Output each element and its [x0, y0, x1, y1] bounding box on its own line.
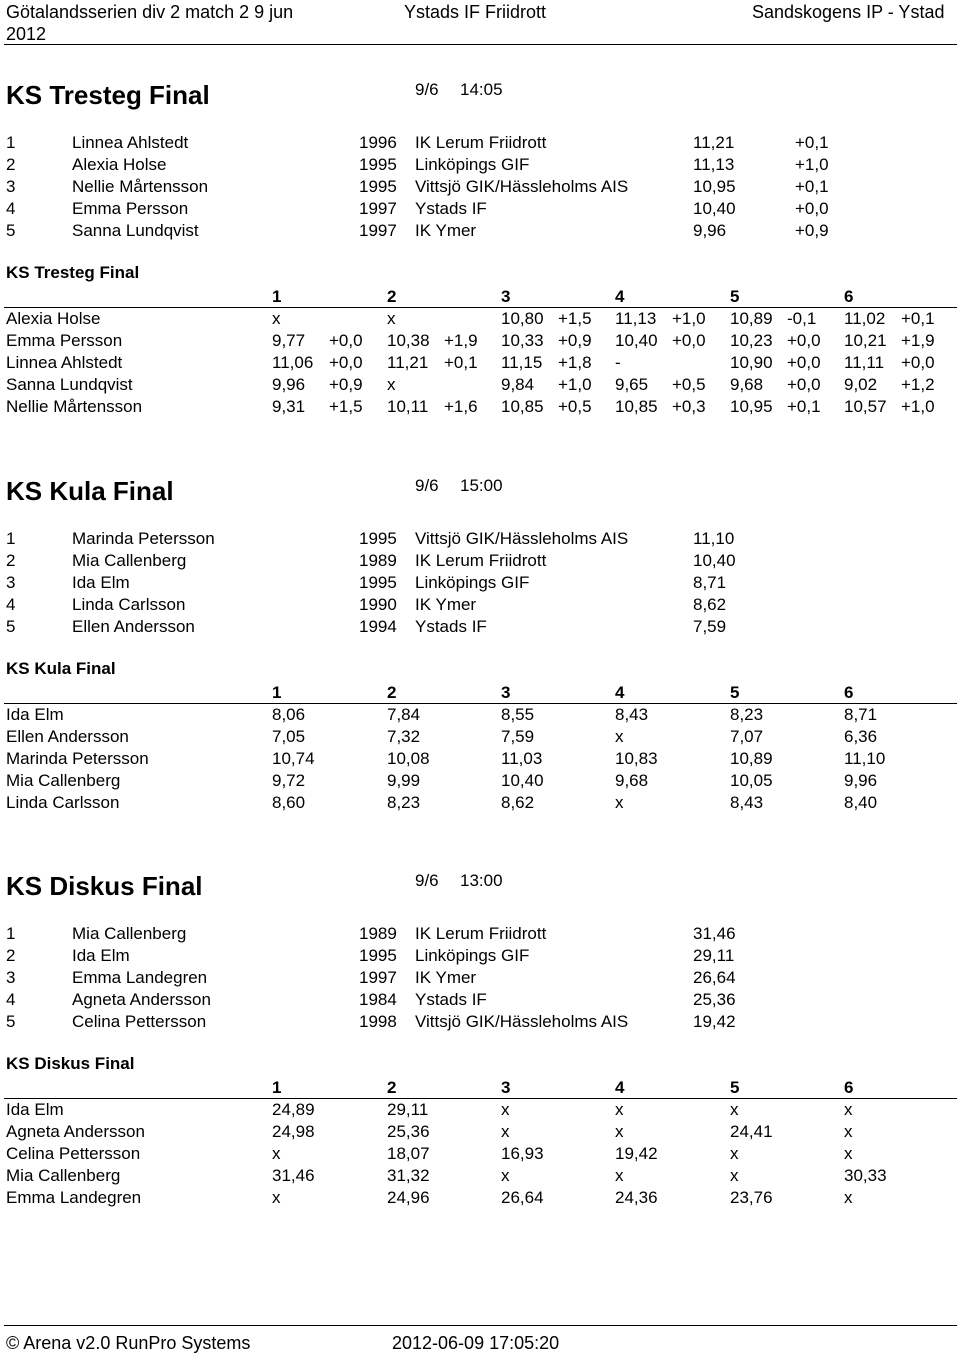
result-year: 1998: [359, 1012, 397, 1031]
result-year: 1995: [359, 177, 397, 196]
attempt-mark: 7,59: [501, 727, 535, 746]
result-place: 4: [6, 199, 16, 218]
result-year: 1997: [359, 221, 397, 240]
result-club: Ystads IF: [415, 199, 487, 218]
attempt-mark: 26,64: [501, 1188, 544, 1207]
attempt-mark: x: [844, 1100, 853, 1119]
attempt-header-row: [0, 1077, 960, 1099]
result-club: IK Lerum Friidrott: [415, 551, 547, 570]
athlete-name: Ellen Andersson: [6, 727, 129, 746]
attempt-mark: 31,32: [387, 1166, 430, 1185]
attempt-wind: +0,5: [672, 375, 706, 394]
attempt-mark: x: [844, 1144, 853, 1163]
result-place: 3: [6, 968, 16, 987]
attempt-wind: +1,9: [444, 331, 478, 350]
attempt-mark: 10,33: [501, 331, 544, 350]
attempt-mark: 7,32: [387, 727, 421, 746]
attempt-wind: +0,1: [901, 309, 935, 328]
attempt-mark: 24,96: [387, 1188, 430, 1207]
attempt-mark: 8,43: [615, 705, 649, 724]
attempt-mark: 8,06: [272, 705, 306, 724]
attempt-mark: 11,10: [844, 749, 886, 768]
attempt-mark: 23,76: [730, 1188, 773, 1207]
attempt-mark: x: [615, 1122, 624, 1141]
attempt-wind: +1,2: [901, 375, 935, 394]
attempt-wind: +0,9: [558, 331, 592, 350]
result-name: Marinda Petersson: [72, 529, 215, 548]
print-timestamp: 2012-06-09 17:05:20: [392, 1333, 560, 1353]
result-row: [0, 594, 960, 616]
result-mark: 8,62: [693, 595, 727, 614]
result-year: 1996: [359, 133, 397, 152]
result-mark: 7,59: [693, 617, 727, 636]
athlete-name: Emma Landegren: [6, 1188, 142, 1207]
attempt-wind: -0,1: [787, 309, 817, 328]
attempt-mark: 9,72: [272, 771, 306, 790]
attempt-mark: x: [501, 1166, 510, 1185]
result-club: Linköpings GIF: [415, 946, 530, 965]
attempt-mark: x: [615, 1100, 624, 1119]
attempt-mark: 19,42: [615, 1144, 658, 1163]
result-club: IK Ymer: [415, 968, 477, 987]
result-wind: +0,1: [795, 133, 829, 152]
footer-rule: [4, 1325, 957, 1326]
attempt-mark: 8,55: [501, 705, 535, 724]
attempt-mark: 24,89: [272, 1100, 315, 1119]
attempt-mark: 10,08: [387, 749, 430, 768]
attempt-mark: 24,98: [272, 1122, 315, 1141]
series-row: [0, 1187, 960, 1209]
result-row: [0, 923, 960, 945]
result-row: [0, 132, 960, 154]
attempt-wind: +1,8: [558, 353, 592, 372]
attempt-wind: +1,5: [329, 397, 363, 416]
attempt-mark: x: [615, 793, 624, 812]
series-heading: KS Kula Final: [6, 659, 116, 678]
attempt-wind: +0,3: [672, 397, 706, 416]
attempt-mark: 9,31: [272, 397, 306, 416]
series-row: [0, 330, 960, 352]
result-place: 4: [6, 990, 16, 1009]
athlete-name: Marinda Petersson: [6, 749, 149, 768]
result-place: 5: [6, 617, 16, 636]
result-name: Linda Carlsson: [72, 595, 186, 614]
attempt-mark: 10,89: [730, 749, 773, 768]
event-date: 9/6: [415, 871, 439, 890]
series-row: [0, 704, 960, 726]
attempt-wind: +0,0: [787, 331, 821, 350]
attempt-mark: 24,36: [615, 1188, 658, 1207]
attempt-mark: x: [615, 727, 624, 746]
attempt-wind: +0,0: [787, 375, 821, 394]
attempt-mark: x: [730, 1144, 739, 1163]
athlete-name: Celina Pettersson: [6, 1144, 141, 1163]
attempt-wind: +1,9: [901, 331, 935, 350]
result-wind: +0,0: [795, 199, 829, 218]
attempt-mark: 9,02: [844, 375, 878, 394]
athlete-name: Alexia Holse: [6, 309, 101, 328]
series-row: [0, 748, 960, 770]
result-club: Vittsjö GIK/Hässleholms AIS: [415, 529, 629, 548]
attempt-mark: x: [272, 1188, 281, 1207]
result-wind: +0,1: [795, 177, 829, 196]
attempt-mark: 11,11: [844, 353, 885, 372]
result-row: [0, 945, 960, 967]
event-year: 2012: [6, 24, 47, 44]
attempt-wind: +0,0: [329, 331, 363, 350]
attempt-wind: +1,0: [672, 309, 706, 328]
result-name: Sanna Lundqvist: [72, 221, 199, 240]
result-club: IK Lerum Friidrott: [415, 924, 547, 943]
attempt-number: 1: [272, 683, 282, 702]
attempt-mark: x: [730, 1166, 739, 1185]
result-mark: 9,96: [693, 221, 727, 240]
result-club: Vittsjö GIK/Hässleholms AIS: [415, 177, 629, 196]
attempt-mark: x: [272, 1144, 281, 1163]
result-wind: +1,0: [795, 155, 829, 174]
result-club: Ystads IF: [415, 617, 487, 636]
result-name: Nellie Mårtensson: [72, 177, 209, 196]
attempt-number: 6: [844, 287, 854, 306]
attempt-mark: 8,23: [387, 793, 421, 812]
attempt-mark: x: [501, 1122, 510, 1141]
attempt-wind: +0,0: [329, 353, 363, 372]
result-year: 1997: [359, 968, 397, 987]
athlete-name: Agneta Andersson: [6, 1122, 145, 1141]
event-heading: KS Tresteg Final: [6, 80, 210, 110]
result-club: Ystads IF: [415, 990, 487, 1009]
attempt-mark: 7,07: [730, 727, 764, 746]
event-date: 9/6: [415, 80, 439, 99]
result-place: 3: [6, 177, 16, 196]
result-year: 1994: [359, 617, 397, 636]
result-year: 1995: [359, 946, 397, 965]
attempt-mark: 10,23: [730, 331, 773, 350]
series-heading: KS Diskus Final: [6, 1054, 135, 1073]
venue: Sandskogens IP - Ystad: [752, 2, 945, 22]
attempt-mark: 10,85: [615, 397, 658, 416]
attempt-mark: 18,07: [387, 1144, 430, 1163]
result-row: [0, 528, 960, 550]
attempt-wind: +0,0: [787, 353, 821, 372]
series-row: [0, 1165, 960, 1187]
attempt-mark: 25,36: [387, 1122, 430, 1141]
result-club: IK Lerum Friidrott: [415, 133, 547, 152]
result-row: [0, 550, 960, 572]
result-name: Agneta Andersson: [72, 990, 211, 1009]
attempt-mark: 31,46: [272, 1166, 315, 1185]
event-heading: KS Kula Final: [6, 476, 174, 506]
attempt-mark: x: [501, 1100, 510, 1119]
result-mark: 10,95: [693, 177, 736, 196]
result-row: [0, 989, 960, 1011]
athlete-name: Sanna Lundqvist: [6, 375, 133, 394]
attempt-number: 4: [615, 287, 625, 306]
attempt-mark: 11,03: [501, 749, 543, 768]
attempt-mark: x: [844, 1188, 853, 1207]
attempt-mark: x: [730, 1100, 739, 1119]
result-row: [0, 220, 960, 242]
result-name: Ida Elm: [72, 946, 130, 965]
event-heading: KS Diskus Final: [6, 871, 203, 901]
athlete-name: Linda Carlsson: [6, 793, 120, 812]
event-time: 14:05: [460, 80, 503, 99]
attempt-number: 5: [730, 287, 740, 306]
attempt-number: 3: [501, 287, 511, 306]
athlete-name: Linnea Ahlstedt: [6, 353, 123, 372]
event-time: 15:00: [460, 476, 503, 495]
result-mark: 11,21: [693, 133, 735, 152]
series-row: [0, 396, 960, 418]
attempt-mark: 11,15: [501, 353, 543, 372]
result-year: 1989: [359, 924, 397, 943]
attempt-wind: +1,6: [444, 397, 478, 416]
series-row: [0, 792, 960, 814]
attempt-mark: 10,95: [730, 397, 773, 416]
series-row: [0, 770, 960, 792]
result-name: Mia Callenberg: [72, 551, 187, 570]
result-mark: 29,11: [693, 946, 735, 965]
result-row: [0, 572, 960, 594]
result-place: 2: [6, 155, 16, 174]
result-place: 1: [6, 133, 16, 152]
attempt-number: 2: [387, 287, 397, 306]
attempt-number: 5: [730, 1078, 740, 1097]
attempt-mark: x: [272, 309, 281, 328]
header-rule: [4, 44, 957, 45]
attempt-mark: 8,23: [730, 705, 764, 724]
result-name: Emma Landegren: [72, 968, 208, 987]
result-year: 1989: [359, 551, 397, 570]
attempt-number: 2: [387, 683, 397, 702]
attempt-mark: 10,80: [501, 309, 544, 328]
attempt-mark: 10,40: [501, 771, 544, 790]
attempt-mark: 29,11: [387, 1100, 429, 1119]
attempt-mark: 6,36: [844, 727, 878, 746]
result-mark: 11,13: [693, 155, 735, 174]
result-name: Ida Elm: [72, 573, 130, 592]
result-place: 2: [6, 946, 16, 965]
attempt-mark: 9,68: [730, 375, 764, 394]
attempt-mark: 11,02: [844, 309, 886, 328]
result-name: Ellen Andersson: [72, 617, 195, 636]
athlete-name: Nellie Mårtensson: [6, 397, 143, 416]
attempt-mark: 10,05: [730, 771, 773, 790]
attempt-mark: 9,84: [501, 375, 535, 394]
attempt-wind: +1,5: [558, 309, 592, 328]
result-mark: 10,40: [693, 199, 736, 218]
result-year: 1984: [359, 990, 397, 1009]
result-place: 5: [6, 1012, 16, 1031]
attempt-wind: +0,9: [329, 375, 363, 394]
attempt-mark: 9,65: [615, 375, 649, 394]
athlete-name: Emma Persson: [6, 331, 123, 350]
event-title: Götalandsserien div 2 match 2 9 jun: [6, 2, 294, 22]
attempt-mark: 9,96: [844, 771, 878, 790]
series-heading: KS Tresteg Final: [6, 263, 140, 282]
attempt-wind: +0,1: [787, 397, 821, 416]
result-mark: 26,64: [693, 968, 736, 987]
attempt-wind: +1,0: [901, 397, 935, 416]
attempt-number: 3: [501, 1078, 511, 1097]
attempt-mark: 8,40: [844, 793, 878, 812]
attempt-mark: 10,90: [730, 353, 773, 372]
attempt-wind: +0,0: [901, 353, 935, 372]
attempt-wind: +0,5: [558, 397, 592, 416]
athlete-name: Mia Callenberg: [6, 771, 121, 790]
series-row: [0, 352, 960, 374]
attempt-mark: 9,96: [272, 375, 306, 394]
attempt-mark: -: [615, 353, 621, 372]
attempt-mark: 10,89: [730, 309, 773, 328]
result-name: Alexia Holse: [72, 155, 167, 174]
attempt-mark: 11,21: [387, 353, 429, 372]
attempt-mark: x: [844, 1122, 853, 1141]
attempt-mark: 11,13: [615, 309, 657, 328]
attempt-mark: x: [387, 309, 396, 328]
result-name: Emma Persson: [72, 199, 189, 218]
result-club: IK Ymer: [415, 221, 477, 240]
attempt-number: 2: [387, 1078, 397, 1097]
attempt-mark: 10,57: [844, 397, 887, 416]
attempt-wind: +0,1: [444, 353, 478, 372]
result-place: 2: [6, 551, 16, 570]
attempt-mark: 10,38: [387, 331, 430, 350]
attempt-number: 1: [272, 287, 282, 306]
result-mark: 25,36: [693, 990, 736, 1009]
result-mark: 8,71: [693, 573, 727, 592]
result-name: Mia Callenberg: [72, 924, 187, 943]
attempt-mark: 10,85: [501, 397, 544, 416]
result-row: [0, 967, 960, 989]
result-place: 5: [6, 221, 16, 240]
attempt-mark: 24,41: [730, 1122, 773, 1141]
result-year: 1997: [359, 199, 397, 218]
attempt-mark: 8,60: [272, 793, 306, 812]
series-row: [0, 308, 960, 330]
series-row: [0, 374, 960, 396]
result-place: 1: [6, 924, 16, 943]
result-year: 1990: [359, 595, 397, 614]
attempt-header-row: [0, 682, 960, 704]
attempt-wind: +0,0: [672, 331, 706, 350]
series-row: [0, 1121, 960, 1143]
result-row: [0, 1011, 960, 1033]
series-row: [0, 726, 960, 748]
series-row: [0, 1143, 960, 1165]
attempt-mark: x: [615, 1166, 624, 1185]
result-club: Linköpings GIF: [415, 573, 530, 592]
attempt-header-row: [0, 286, 960, 308]
attempt-mark: 10,40: [615, 331, 658, 350]
result-mark: 19,42: [693, 1012, 736, 1031]
result-name: Celina Pettersson: [72, 1012, 207, 1031]
attempt-mark: 10,21: [844, 331, 887, 350]
attempt-number: 4: [615, 683, 625, 702]
result-place: 4: [6, 595, 16, 614]
result-club: IK Ymer: [415, 595, 477, 614]
attempt-number: 4: [615, 1078, 625, 1097]
series-row: [0, 1099, 960, 1121]
attempt-mark: 16,93: [501, 1144, 544, 1163]
result-row: [0, 154, 960, 176]
organizer: Ystads IF Friidrott: [404, 2, 547, 22]
athlete-name: Mia Callenberg: [6, 1166, 121, 1185]
result-year: 1995: [359, 529, 397, 548]
athlete-name: Ida Elm: [6, 1100, 64, 1119]
attempt-mark: 9,68: [615, 771, 649, 790]
result-mark: 11,10: [693, 529, 735, 548]
attempt-number: 1: [272, 1078, 282, 1097]
attempt-mark: x: [387, 375, 396, 394]
result-wind: +0,9: [795, 221, 829, 240]
attempt-number: 5: [730, 683, 740, 702]
result-row: [0, 198, 960, 220]
event-date: 9/6: [415, 476, 439, 495]
result-place: 1: [6, 529, 16, 548]
result-mark: 31,46: [693, 924, 736, 943]
attempt-number: 3: [501, 683, 511, 702]
result-mark: 10,40: [693, 551, 736, 570]
result-year: 1995: [359, 155, 397, 174]
attempt-mark: 10,11: [387, 397, 429, 416]
attempt-number: 6: [844, 1078, 854, 1097]
attempt-mark: 30,33: [844, 1166, 887, 1185]
result-name: Linnea Ahlstedt: [72, 133, 189, 152]
attempt-mark: 8,71: [844, 705, 878, 724]
attempt-mark: 7,84: [387, 705, 421, 724]
attempt-mark: 7,05: [272, 727, 306, 746]
result-row: [0, 176, 960, 198]
attempt-mark: 11,06: [272, 353, 314, 372]
attempt-mark: 10,83: [615, 749, 658, 768]
attempt-mark: 9,77: [272, 331, 306, 350]
copyright: © Arena v2.0 RunPro Systems: [6, 1333, 251, 1353]
attempt-mark: 8,43: [730, 793, 764, 812]
result-place: 3: [6, 573, 16, 592]
result-club: Vittsjö GIK/Hässleholms AIS: [415, 1012, 629, 1031]
attempt-mark: 10,74: [272, 749, 315, 768]
result-row: [0, 616, 960, 638]
attempt-number: 6: [844, 683, 854, 702]
event-time: 13:00: [460, 871, 503, 890]
attempt-mark: 9,99: [387, 771, 421, 790]
result-year: 1995: [359, 573, 397, 592]
attempt-mark: 8,62: [501, 793, 535, 812]
attempt-wind: +1,0: [558, 375, 592, 394]
result-club: Linköpings GIF: [415, 155, 530, 174]
athlete-name: Ida Elm: [6, 705, 64, 724]
